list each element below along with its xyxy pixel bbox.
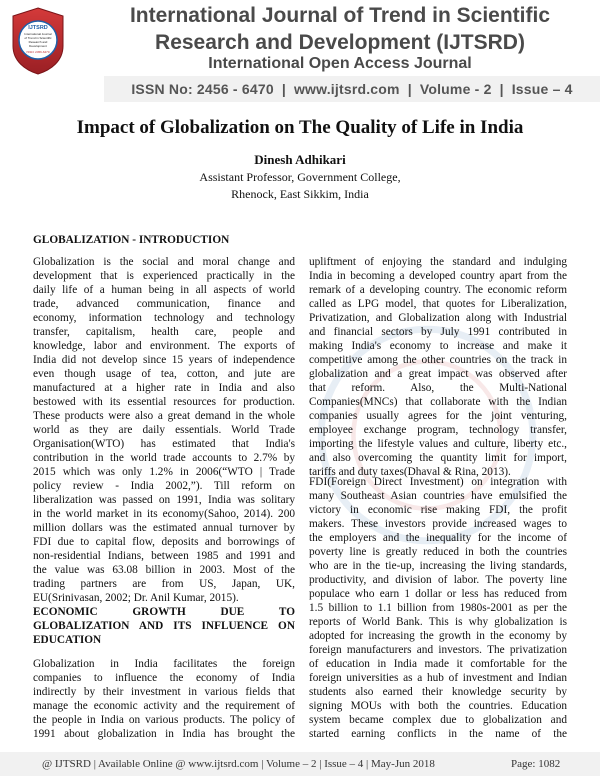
text-line: adopted for increasing the growth in the economy by: [309, 630, 567, 642]
text-line: EU(Srinivasan, 2002; Dr. Anil Kumar, 2015).: [33, 592, 239, 604]
text-line: manufactured at a higher rate in India and also: [33, 382, 295, 394]
text-line: Privatization, and Globalization along with Industrial: [309, 312, 567, 324]
text-line: transfer, capitalism, health care, people and: [33, 326, 295, 338]
text-line: non-residential Indians, between 1985 and 1991 and: [33, 550, 295, 562]
text-line: trading partners are from US, Japan, UK,: [33, 578, 295, 590]
text-line: 1.5 billion to 1.1 billion from 1980s-2001 as per the: [309, 602, 567, 614]
text-line: upliftment of enjoying the standard and indulging: [309, 256, 567, 268]
separator: |: [407, 81, 412, 97]
text-line: the employers and the inequality for the income of: [309, 532, 567, 544]
heading-line: ECONOMIC GROWTH DUE TO: [33, 606, 295, 618]
text-line: competitive among the other countries on the track in: [309, 354, 567, 366]
footer-citation: @ IJTSRD | Available Online @ www.ijtsrd.com | Volume – 2 | Issue – 4 | May-Jun 2018: [42, 758, 435, 770]
economic-paragraph: [33, 657, 295, 741]
text-line: and also overcoming the quantity limit for import,: [309, 452, 567, 464]
text-line: 2015 which was only 1.2% in 2006(“WTO | Trade: [33, 466, 295, 478]
text-line: globalization and a great impact was observed after: [309, 368, 567, 380]
text-line: of education in India made it comfortable for the: [309, 658, 567, 670]
page-footer: [0, 752, 600, 776]
separator: |: [499, 81, 504, 97]
text-line: makers. These investors provide increased wages to: [309, 518, 567, 530]
journal-title-line-1: International Journal of Trend in Scientific: [129, 4, 551, 27]
journal-title-line-2: Research and Development (IJTSRD): [155, 31, 525, 54]
text-line: making India's economy to increase and make it: [309, 340, 567, 352]
text-line: many Southeast Asian countries have emulsified the: [309, 490, 567, 502]
text-line: the people in India on various products. The policy of: [33, 714, 295, 726]
text-line: even though usage of tea, cotton, and jute are: [33, 368, 295, 380]
text-line: foreign universities as a hub of investment and Indian: [309, 672, 567, 684]
text-line: manage the economic activity and the requirement of: [33, 700, 295, 712]
text-line: These products were also a great demand in the whole: [33, 410, 295, 422]
logo-line-5: Development: [29, 44, 47, 48]
author-affiliation: Assistant Professor, Government College,: [199, 170, 401, 184]
logo-line-3: of Trend in Scientific: [24, 36, 52, 40]
text-line: remark of a developing country. The economic reform: [309, 284, 567, 296]
text-line: poverty line is greatly reduced in both the countries: [309, 546, 567, 558]
text-line: and financial sectors by July 1991 contributed in: [309, 326, 567, 338]
text-line: FDI due to capital flow, deposits and borrowings of: [33, 536, 295, 548]
text-line: students also earned their knowledge security by: [309, 686, 567, 698]
author-name: Dinesh Adhikari: [254, 152, 346, 167]
text-line: economy, information technology and technology: [33, 312, 295, 324]
text-line: populace who earn 1 dollar or less has reduced from: [309, 588, 567, 600]
text-line: tariffs and duty taxes(Dhaval & Rina, 2013).: [309, 466, 511, 478]
text-line: trade, advanced communication, finance and: [33, 298, 295, 310]
issue-label: Issue – 4: [511, 81, 573, 97]
text-line: Globalization is the social and moral change and: [33, 256, 295, 268]
text-line: reports of World Bank. This is why globalization is: [309, 616, 567, 628]
text-line: Companies(MNCs) that collaborate with the Indian: [309, 396, 567, 408]
text-line: bestowed with its essential resources for production.: [33, 396, 295, 408]
text-line: Globalization in India facilitates the foreign: [33, 658, 295, 670]
text-line: world as they are daily essentials. World Trade: [33, 424, 295, 436]
text-line: importing the lifestyle values and culture, liberty etc.,: [309, 438, 567, 450]
text-line: the value was 63.08 billion in 2003. Most of the: [33, 564, 295, 576]
section-heading-introduction: GLOBALIZATION - INTRODUCTION: [33, 234, 230, 246]
text-line: Organisation(WTO) has estimated that India's: [33, 438, 295, 450]
text-line: in the world market in its economy(Sahoo, 2014). 200: [33, 508, 295, 520]
text-line: contribution in the world trade accounts to 2.7% by: [33, 452, 295, 464]
text-line: indirectly by their investment in various fields that: [33, 686, 295, 698]
heading-line: GLOBALIZATION AND ITS INFLUENCE ON: [33, 620, 295, 632]
issn-number: ISSN No: 2456 - 6470: [131, 81, 274, 97]
text-line: called as LPG model, that quotes for Liberalization,: [309, 298, 567, 310]
text-line: who are in the tie-up, increasing the living standards,: [309, 560, 567, 572]
logo-line-1: IJTSRD: [28, 25, 48, 31]
text-line: million dollars was the estimated annual turnover by: [33, 522, 295, 534]
journal-website-link[interactable]: www.ijtsrd.com: [293, 81, 400, 97]
text-line: FDI(Foreign Direct Investment) on integration with: [309, 476, 567, 488]
text-line: India did not develop since 15 years of independence: [33, 354, 295, 366]
intro-paragraph: [33, 255, 295, 605]
text-line: signing MOUs with both the countries. Education: [309, 700, 567, 712]
separator: |: [281, 81, 286, 97]
logo-line-6: ISSN: 2456-6470: [26, 50, 50, 54]
text-line: system became complex due to globalization and: [309, 714, 567, 726]
text-line: knowledge, labor and environment. The exports of: [33, 340, 295, 352]
text-line: started earning conflicts in the name of the: [309, 728, 567, 740]
section-heading-economic-growth: [33, 605, 295, 647]
heading-line: EDUCATION: [33, 634, 102, 646]
text-line: companies to influence the economy of India: [33, 672, 295, 684]
journal-subtitle: International Open Access Journal: [208, 55, 472, 72]
volume-label: Volume - 2: [419, 81, 492, 97]
text-line: companies usually agrees for the joint venturing,: [309, 410, 567, 422]
logo-line-2: International Journal: [24, 32, 52, 36]
paper-title: Impact of Globalization on The Quality of Life in India: [76, 117, 524, 138]
text-line: victory in economic rise making FDI, the profit: [309, 504, 567, 516]
page-number: Page: 1082: [511, 758, 561, 770]
text-line: productivity, and division of labor. The poverty line: [309, 574, 567, 586]
journal-logo-seal-icon: [9, 6, 67, 76]
text-line: liberalization was passed on 1991, India was solitary: [33, 494, 295, 506]
text-line: daily life of a human being in all aspects of world: [33, 284, 295, 296]
logo-line-4: Research and: [28, 40, 48, 44]
right-paragraph-reform: [309, 255, 567, 479]
text-line: employee exchange program, technology transfer,: [309, 424, 567, 436]
text-line: 1991 about globalization in India has brought the: [33, 728, 295, 740]
text-line: that reform. Also, the Multi-National: [309, 382, 567, 394]
author-location: Rhenock, East Sikkim, India: [231, 187, 369, 201]
text-line: India in becoming a developed country apart from the: [309, 270, 567, 282]
text-line: foreign manufacturers and investors. The privatization: [309, 644, 567, 656]
issn-bar: [104, 76, 600, 102]
text-line: development that is experienced practically in the: [33, 270, 295, 282]
right-paragraph-fdi: [309, 475, 567, 741]
text-line: policy review - India 2002,”). Till reform on: [33, 480, 295, 492]
